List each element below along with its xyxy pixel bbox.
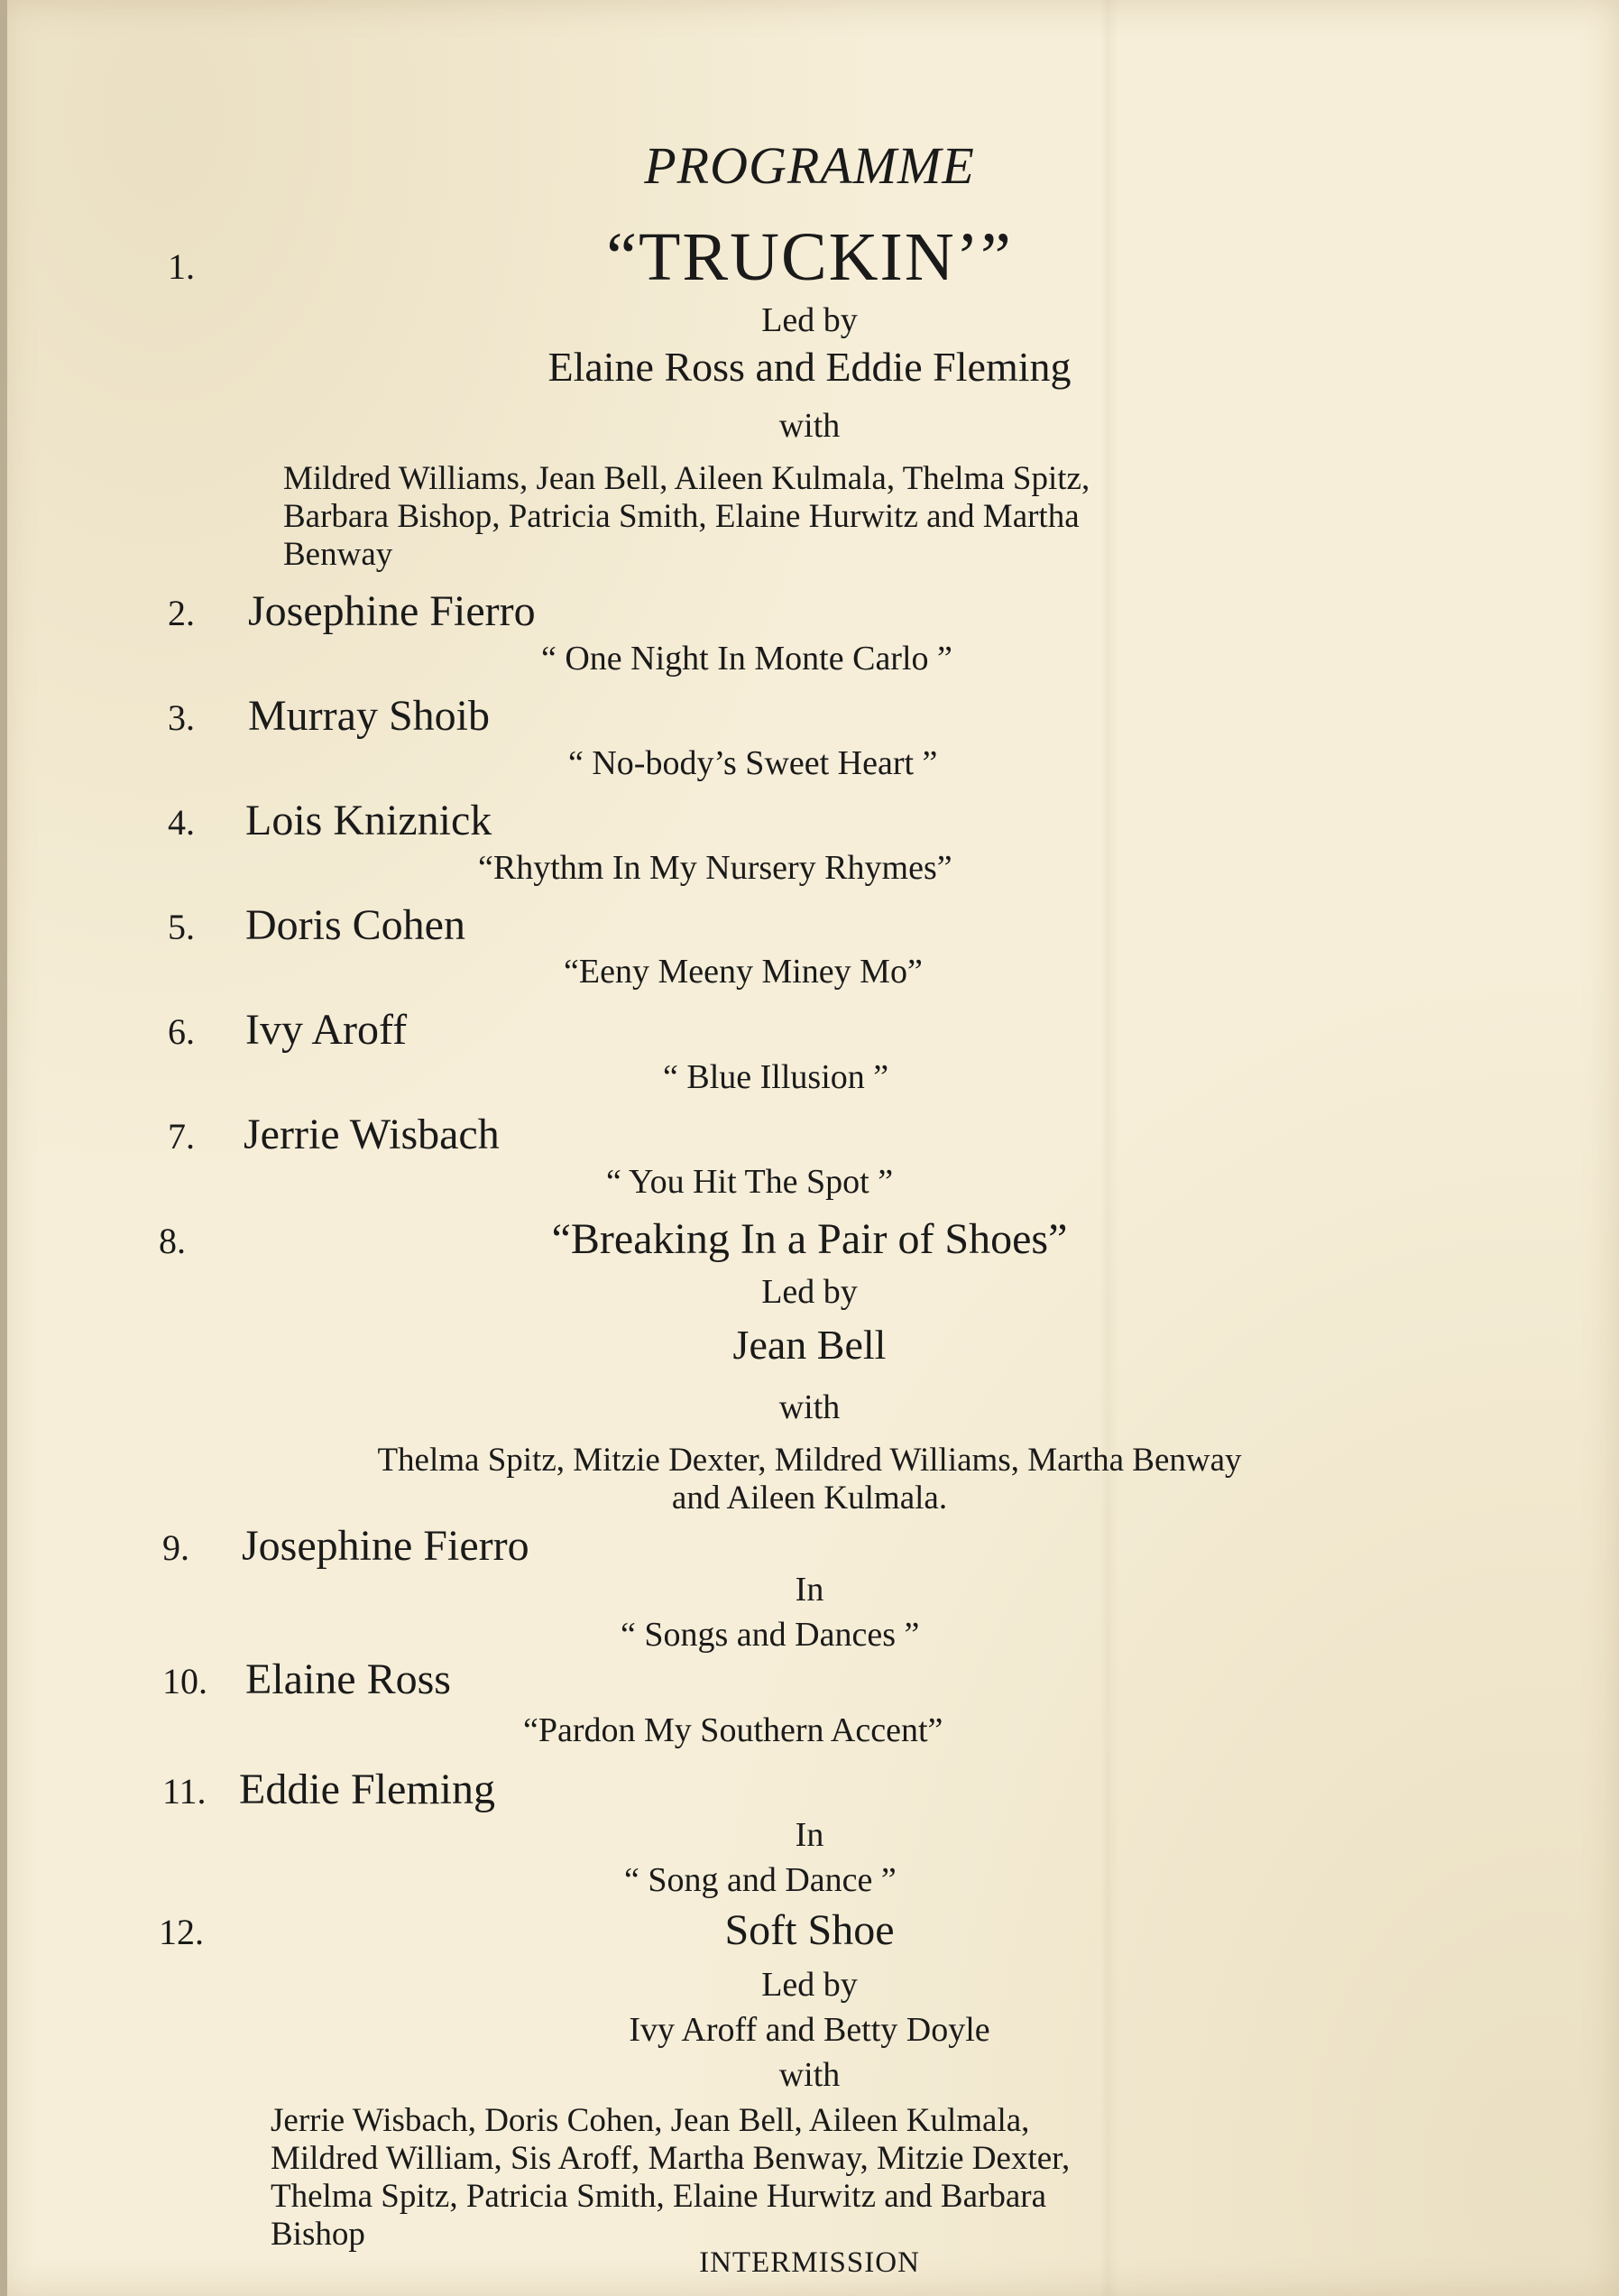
item-number-7: 7. (168, 1116, 195, 1157)
item-12-led-by: Led by (761, 1966, 858, 2004)
item-5-performer: Doris Cohen (245, 901, 465, 949)
item-4-performer: Lois Kniznick (245, 797, 492, 844)
item-8-cast-line-1: Thelma Spitz, Mitzie Dexter, Mildred Williams, Martha Benway (377, 1442, 1242, 1479)
item-number-1: 1. (168, 246, 195, 287)
item-number-5: 5. (168, 907, 195, 947)
item-9-song: “ Songs and Dances ” (621, 1616, 920, 1654)
item-1-leaders: Elaine Ross and Eddie Fleming (547, 344, 1072, 390)
item-10-performer: Elaine Ross (245, 1655, 451, 1703)
item-6-song: “ Blue Illusion ” (663, 1058, 889, 1096)
item-12-cast-line-4: Bishop (271, 2216, 365, 2253)
item-number-2: 2. (168, 593, 195, 633)
page-heading: PROGRAMME (644, 136, 975, 195)
item-3-song: “ No-body’s Sweet Heart ” (568, 744, 938, 782)
item-1-led-by: Led by (761, 301, 858, 339)
item-number-4: 4. (168, 802, 195, 843)
item-12-with: with (778, 2056, 841, 2094)
item-number-8: 8. (159, 1221, 186, 1261)
item-8-title: “Breaking In a Pair of Shoes” (551, 1215, 1068, 1263)
item-2-performer: Josephine Fierro (248, 587, 536, 635)
item-number-6: 6. (168, 1011, 195, 1052)
item-number-12: 12. (159, 1912, 204, 1952)
item-1-cast-line-1: Mildred Williams, Jean Bell, Aileen Kulmala, Thelma Spitz, (283, 460, 1090, 497)
item-number-10: 10. (162, 1661, 207, 1701)
item-1-with: with (778, 407, 841, 445)
item-7-song: “ You Hit The Spot ” (606, 1163, 894, 1201)
item-4-song: “Rhythm In My Nursery Rhymes” (478, 849, 952, 887)
item-10-song: “Pardon My Southern Accent” (523, 1711, 943, 1749)
item-7-performer: Jerrie Wisbach (244, 1111, 500, 1158)
item-12-cast-line-3: Thelma Spitz, Patricia Smith, Elaine Hurwitz and Barbara (271, 2178, 1046, 2215)
item-8-with: with (778, 1388, 841, 1426)
item-8-led-by: Led by (761, 1273, 858, 1311)
item-12-title: Soft Shoe (724, 1906, 895, 1954)
item-3-performer: Murray Shoib (248, 692, 490, 740)
item-9-in: In (795, 1571, 824, 1609)
item-1-cast-line-3: Benway (283, 536, 393, 573)
item-number-11: 11. (162, 1771, 207, 1812)
item-8-cast-line-2: and Aileen Kulmala. (671, 1480, 948, 1517)
item-6-performer: Ivy Aroff (245, 1006, 408, 1054)
item-11-in: In (795, 1816, 824, 1854)
item-12-cast-line-2: Mildred William, Sis Aroff, Martha Benway, Mitzie Dexter, (271, 2140, 1071, 2177)
item-12-cast-line-1: Jerrie Wisbach, Doris Cohen, Jean Bell, Aileen Kulmala, (271, 2102, 1030, 2139)
item-12-leaders: Ivy Aroff and Betty Doyle (629, 2011, 990, 2049)
item-number-3: 3. (168, 697, 195, 738)
item-8-leaders: Jean Bell (732, 1322, 887, 1368)
item-2-song: “ One Night In Monte Carlo ” (541, 640, 952, 678)
item-5-song: “Eeny Meeny Miney Mo” (564, 953, 923, 991)
item-number-9: 9. (162, 1527, 189, 1568)
item-9-performer: Josephine Fierro (242, 1522, 529, 1570)
item-1-cast-line-2: Barbara Bishop, Patricia Smith, Elaine Hurwitz and Martha (283, 498, 1080, 535)
item-11-song: “ Song and Dance ” (624, 1861, 897, 1899)
item-11-performer: Eddie Fleming (239, 1766, 495, 1813)
intermission-label: INTERMISSION (699, 2246, 920, 2279)
item-1-title: “TRUCKIN’” (606, 219, 1013, 295)
